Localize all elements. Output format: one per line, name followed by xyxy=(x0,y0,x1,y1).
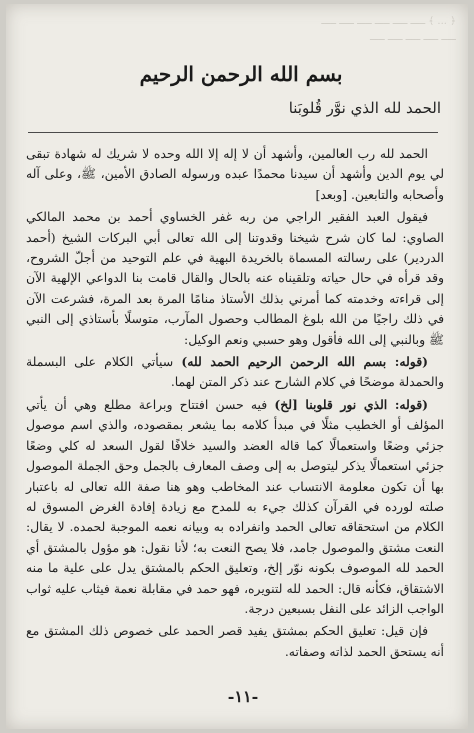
paragraph-text: سيأتي الكلام على البسملة والحمدلة موضحًا في كلام الشارح عند ذكر المتن لهما. xyxy=(26,354,444,390)
quote-lead: (قوله: بسم الله الرحمن الرحيم الحمد لله) xyxy=(181,354,428,370)
paragraph-text: فيه حسن افتتاح وبراعة مطلع وهي أن يأتي المؤلف أو الخطيب مثلًا في مبدأ كلامه بما يشعر بمقصوده، والذي اسم موصول جزئي وضعًا واستعمالًا كما قاله العضد والسيد خلافًا لقول السعد له كلي وضعًا جزئي استعمالًا يذكر ليتوصل به إلى وصف المعارف بالجمل وحق الجملة الموصول بها أن تكون معلومة الانتساب عند المخاطب وهو هنا صفة الله تعالى له باعتبار صلته لورده في القرآن كذلك جيء به للمدح مع زيادة إفادة الغرض المسوق له الكلام من استحقاقه تعالى الحمد وانفراده به وبيانه نعمه الموجبة لحمده. لا يقال: النعت مشتق والموصول جامد، فلا يصح النعت به؛ لأنا نقول: هو مؤول بالمشتق أي الحمد لله الموصوف بكونه نوّر إلخ، وتعليق الحكم بالمشتق يدل على علية ما منه الاشتقاق، فكأنه قال: الحمد لله لتنويره، فهو حمد في مقابلة نعمة فيثاب عليه ثواب الواجب الزائد على النفل بسبعين درجة. xyxy=(26,396,444,616)
basmala-heading: بسم الله الرحمن الرحيم xyxy=(139,62,343,86)
bleed-through-text: ﴿ ... ﴾ ـــــ ـــــ ـــــ ـــــ ـــــ ـــــ ـــــ ـــــ ـــــ ـــــ ـــــ xyxy=(321,16,456,43)
separator-rule xyxy=(28,132,438,133)
commentary-body xyxy=(26,144,444,662)
paragraph-nawwar-commentary xyxy=(26,395,444,619)
page-number: -١١- xyxy=(227,687,259,706)
paragraph-opening: الحمد لله رب العالمين، وأشهد أن لا إله إلا الله وحده لا شريك له شهادة تبقى لي يوم الدين وأشهد أن سيدنا محمدًا عبده ورسوله الصادق الأمين، ﷺ، وعلى آله وأصحابه والتابعين. [وبعد] xyxy=(26,146,444,202)
paragraph-basmala-note xyxy=(26,352,444,393)
book-page xyxy=(6,4,468,729)
paragraph-author-intro: فيقول العبد الفقير الراجي من ربه غفر الخساوي أحمد بن محمد المالكي الصاوي: لما كان شرح شيخنا وقدوتنا إلى الله تعالى أبي البركات الشيخ (أحمد الدردير) على رسالته المسماة بالخريدة البهية في علم التوحيد من أجلّ الشروح، وقد قرأه في حال حياته وتلقيناه عنه بالحال والقال قامت بنا الدواعي الإلهية الآن إلى قراءته وخدمته كما أمرني بذلك الأستاذ منامًا المرة بعد المرة، فشرعت الآن في ذلك راجيًا من الله بلوغ المطالب وحصول المآرب، متوسلًا بأستاذي إلى النبي ﷺ وبالنبي إلى الله فأقول وهو حسبي ونعم الوكيل: xyxy=(26,209,444,347)
quote-lead: (قوله: الذي نور قلوبنا [لخ) xyxy=(274,396,428,412)
invocation-line: الحمد لله الذي نوَّر قُلوبَنا xyxy=(288,99,441,117)
paragraph-objection: فإن قيل: تعليق الحكم بمشتق يفيد قصر الحمد على خصوص ذلك المشتق مع أنه يستحق الحمد لذاته وصفاته. xyxy=(26,623,444,659)
